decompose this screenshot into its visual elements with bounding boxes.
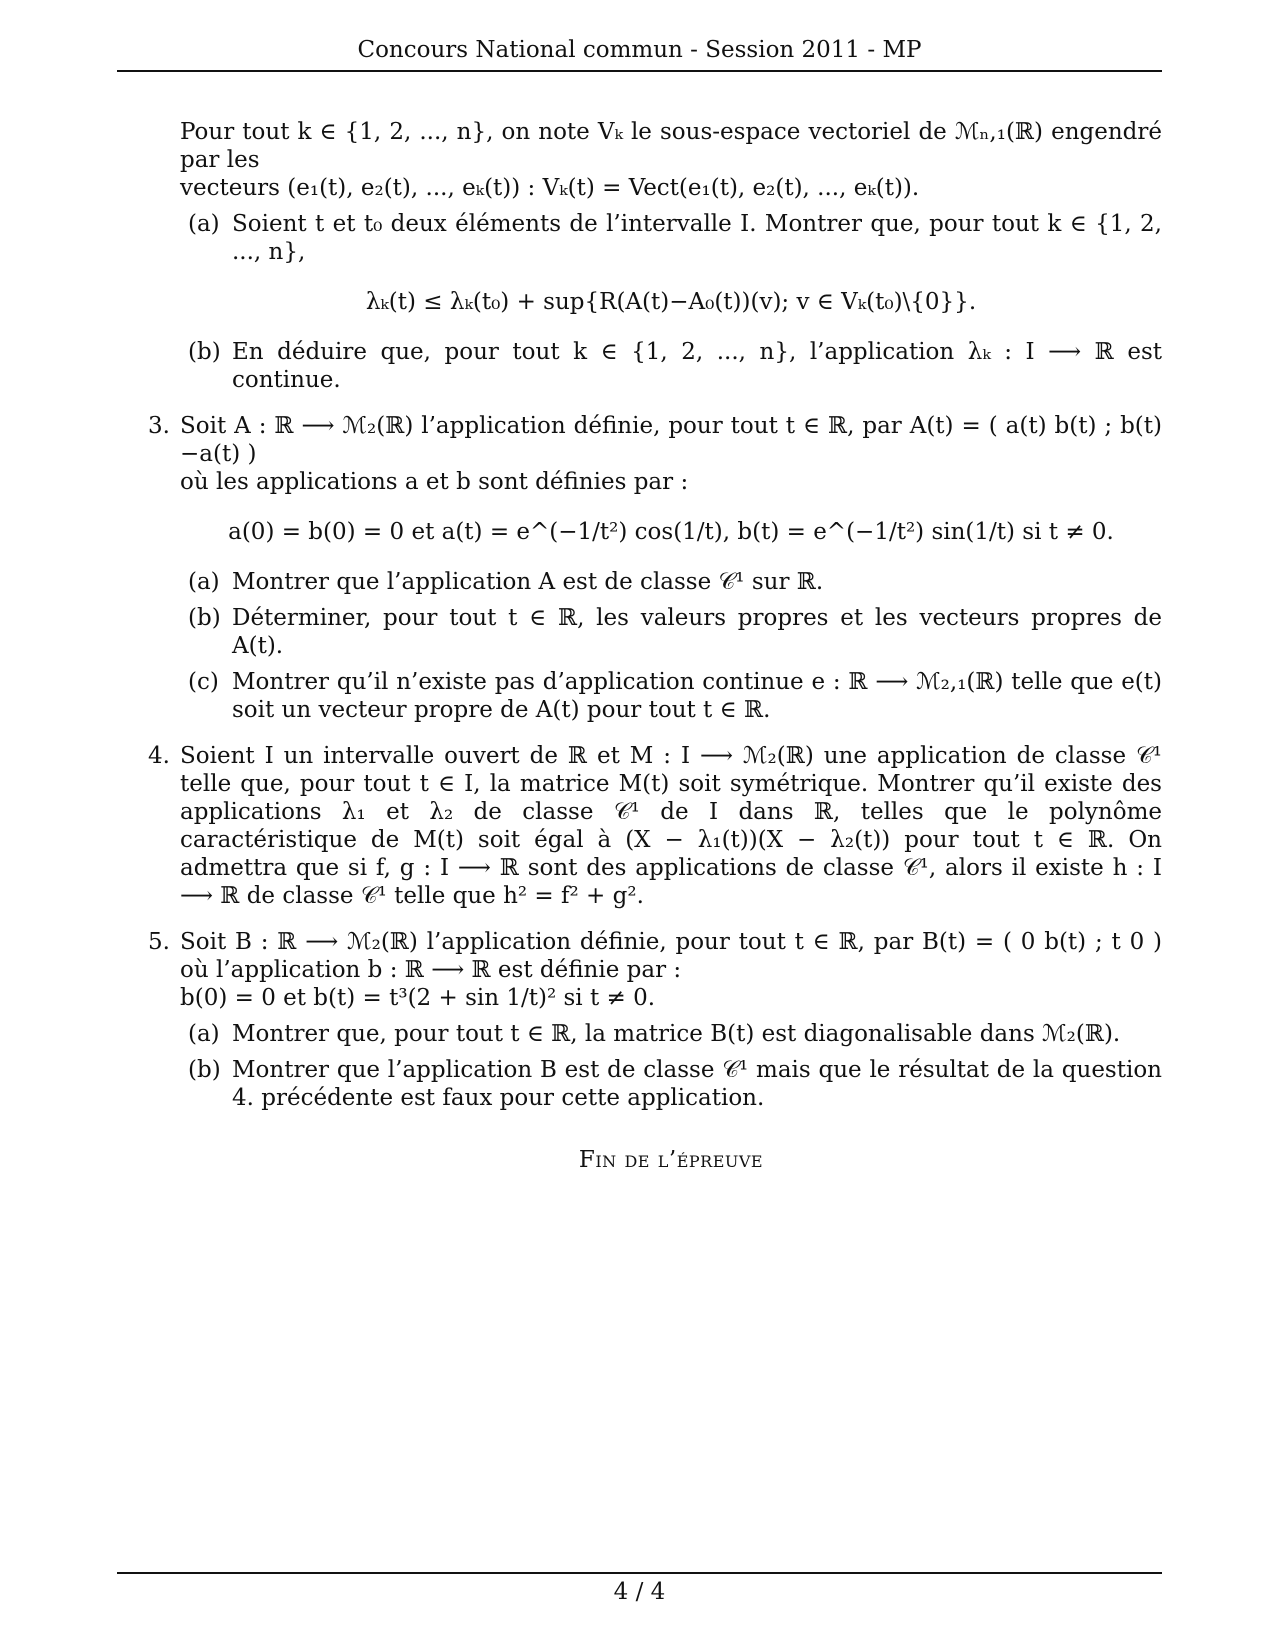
question-5b: [188, 1056, 1162, 1112]
question-3c: [188, 668, 1162, 724]
page-number: 4 / 4: [613, 1579, 666, 1605]
exam-content: [148, 118, 1162, 1174]
question-4: [148, 742, 1162, 910]
question-5-formula: b(0) = 0 et b(t) = t³(2 + sin 1/t)² si t ≠ 0.: [180, 985, 656, 1011]
question-5-number: 5.: [148, 929, 170, 955]
question-2a-formula: λₖ(t) ≤ λₖ(t₀) + sup{R(A(t)−A₀(t))(v); v ∈ Vₖ(t₀)\{0}}.: [365, 289, 977, 315]
intro-line-2: vecteurs (e₁(t), e₂(t), ..., eₖ(t)) : Vₖ(t) = Vect(e₁(t), e₂(t), ..., eₖ(t)).: [180, 175, 920, 201]
question-3a-label: (a): [188, 569, 220, 595]
question-2b-label: (b): [188, 339, 221, 365]
question-3-number: 3.: [148, 413, 170, 439]
header-rule: [117, 70, 1162, 72]
question-2b-text: En déduire que, pour tout k ∈ {1, 2, ..., n}, l’application λₖ : I ⟶ ℝ est continue.: [232, 339, 1162, 393]
question-3-text: Soit A : ℝ ⟶ ℳ₂(ℝ) l’application définie, pour tout t ∈ ℝ, par A(t) = ( a(t) b(t) ; b(t) −a(t) ): [180, 413, 1162, 467]
question-5a: [188, 1020, 1162, 1048]
question-5a-label: (a): [188, 1021, 220, 1047]
question-3a-text: Montrer que l’application A est de classe 𝒞¹ sur ℝ.: [232, 569, 824, 595]
question-2a: [188, 210, 1162, 266]
question-4-text: Soient I un intervalle ouvert de ℝ et M : I ⟶ ℳ₂(ℝ) une application de classe 𝒞¹ telle que, pour tout t ∈ I, la matrice M(t) soit symétrique. Montrer qu’il existe des applications λ₁ et λ₂ de classe 𝒞¹ de I dans ℝ, telles que le polynôme caractéristique de M(t) soit égal à (X − λ₁(t))(X − λ₂(t)) pour tout t ∈ ℝ. On admettra que si f, g : I ⟶ ℝ sont des applications de classe 𝒞¹, alors il existe h : I ⟶ ℝ de classe 𝒞¹ telle que h² = f² + g².: [180, 743, 1162, 909]
intro-line-1: Pour tout k ∈ {1, 2, ..., n}, on note Vₖ le sous-espace vectoriel de ℳₙ,₁(ℝ) engendré par les: [180, 119, 1162, 173]
footer-rule: [117, 1572, 1162, 1574]
end-of-exam: Fin de l’épreuve: [578, 1147, 764, 1173]
page-header: Concours National commun - Session 2011 - MP: [357, 37, 922, 63]
question-3a: [188, 568, 1162, 596]
question-5b-text: Montrer que l’application B est de classe 𝒞¹ mais que le résultat de la question 4. précédente est faux pour cette application.: [232, 1057, 1162, 1111]
question-2a-text: Soient t et t₀ deux éléments de l’intervalle I. Montrer que, pour tout k ∈ {1, 2, ..., n},: [232, 211, 1162, 265]
question-3-text-2: où les applications a et b sont définies par :: [180, 469, 689, 495]
question-5: [148, 928, 1162, 1012]
question-3b: [188, 604, 1162, 660]
question-5b-label: (b): [188, 1057, 221, 1083]
question-2b: [188, 338, 1162, 394]
question-4-number: 4.: [148, 743, 170, 769]
question-5-text: Soit B : ℝ ⟶ ℳ₂(ℝ) l’application définie, pour tout t ∈ ℝ, par B(t) = ( 0 b(t) ; t 0 ) où l’application b : ℝ ⟶ ℝ est définie par :: [180, 929, 1162, 983]
question-3b-label: (b): [188, 605, 221, 631]
question-5a-text: Montrer que, pour tout t ∈ ℝ, la matrice B(t) est diagonalisable dans ℳ₂(ℝ).: [232, 1021, 1121, 1047]
question-2a-label: (a): [188, 211, 220, 237]
question-3-formula: a(0) = b(0) = 0 et a(t) = e^(−1/t²) cos(1/t), b(t) = e^(−1/t²) sin(1/t) si t ≠ 0.: [228, 519, 1114, 545]
question-3: [148, 412, 1162, 496]
question-3c-label: (c): [188, 669, 219, 695]
question-3b-text: Déterminer, pour tout t ∈ ℝ, les valeurs propres et les vecteurs propres de A(t).: [232, 605, 1162, 659]
question-3c-text: Montrer qu’il n’existe pas d’application continue e : ℝ ⟶ ℳ₂,₁(ℝ) telle que e(t) soit un vecteur propre de A(t) pour tout t ∈ ℝ.: [232, 669, 1162, 723]
